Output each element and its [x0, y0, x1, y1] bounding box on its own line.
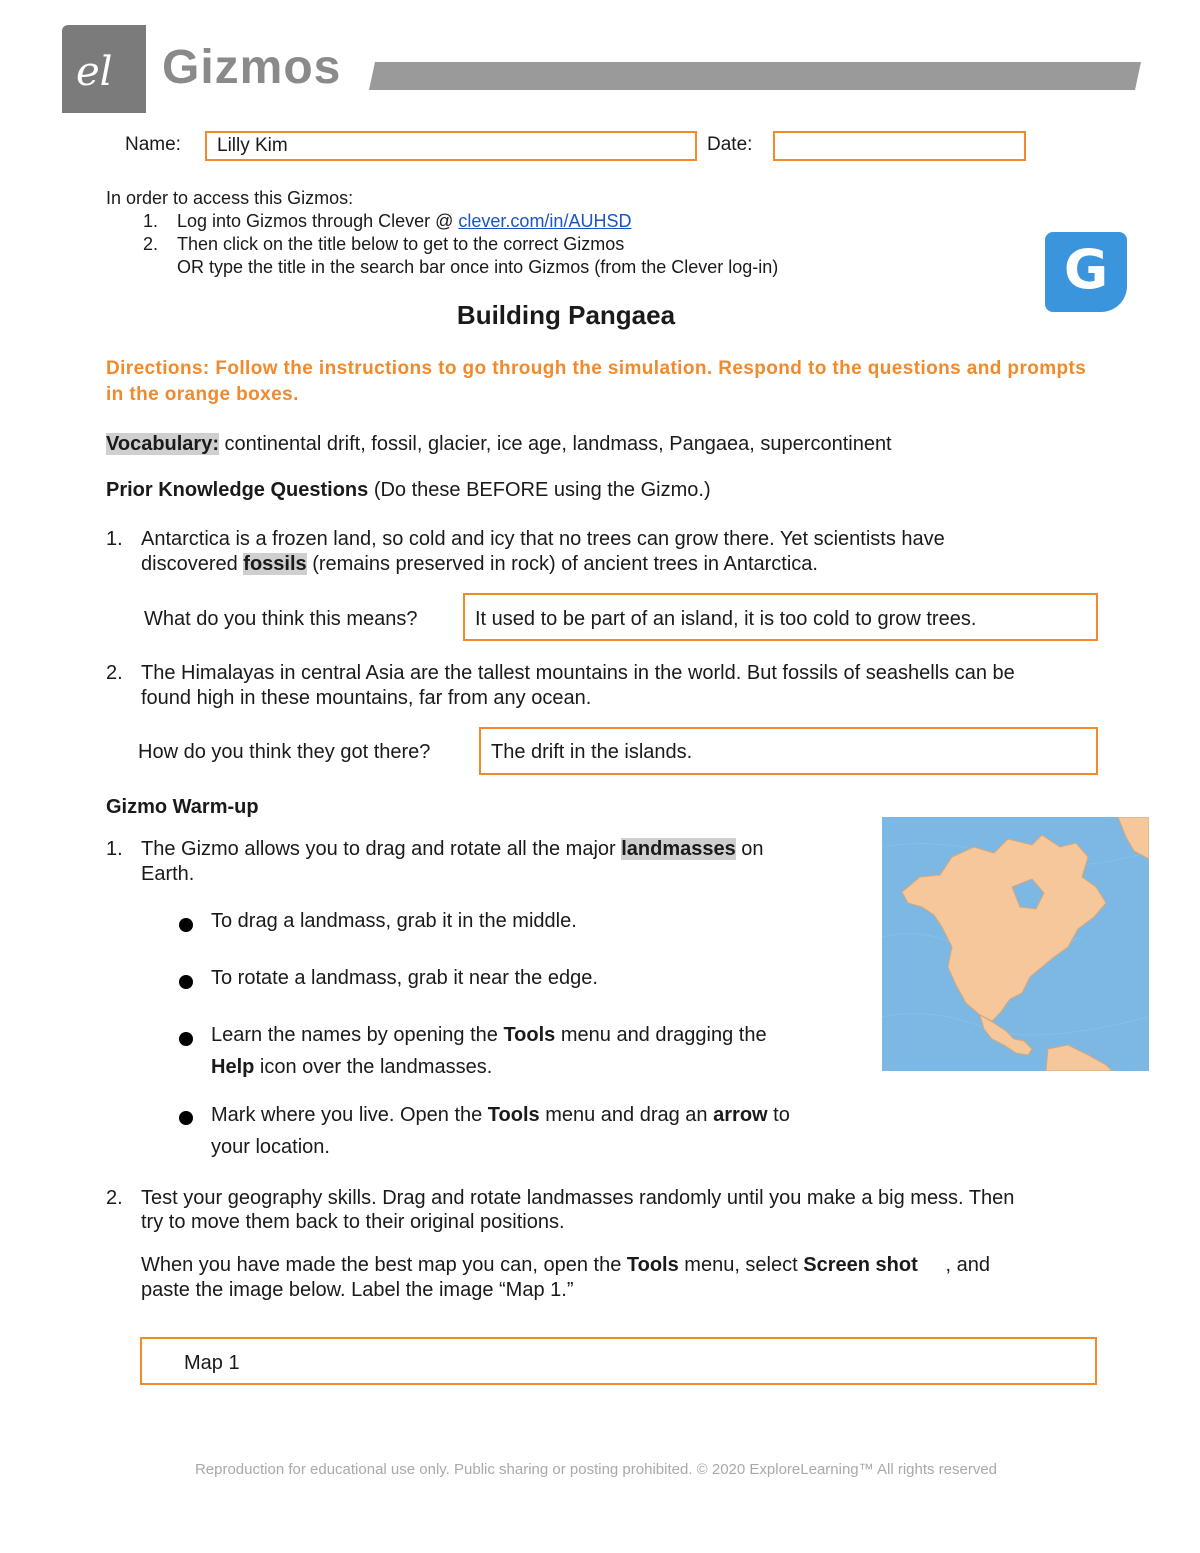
name-value: Lilly Kim — [217, 135, 288, 156]
bullet-4-line2: your location. — [211, 1136, 330, 1158]
bullet-4-mid: menu and drag an — [539, 1104, 714, 1126]
directions: Directions: Follow the instructions to go through the simulation. Respond to the questions and prompts in the orange boxes. — [106, 358, 1087, 405]
access-step2-text: Then click on the title below to get to the correct Gizmos — [177, 234, 625, 254]
warmup-q1-num: 1. — [106, 838, 123, 860]
bullet-2: To rotate a landmass, grab it near the edge. — [211, 967, 598, 989]
prior-q1-line2 — [141, 551, 1101, 577]
prior-q2-answer: The drift in the islands. — [491, 741, 693, 763]
prior-knowledge-heading — [106, 477, 711, 503]
access-step2-text2: OR type the title in the search bar once into Gizmos (from the Clever log-in) — [177, 257, 779, 277]
prior-q2-line1: The Himalayas in central Asia are the tallest mountains in the world. But fossils of seashells can be — [141, 662, 1015, 684]
bullet-4 — [211, 1099, 871, 1163]
prior-q1-line1: Antarctica is a frozen land, so cold and icy that no trees can grow there. Yet scientists have — [141, 528, 945, 550]
svg-text:el: el — [76, 49, 113, 95]
bullet-dot-1 — [179, 918, 193, 937]
warmup-q2-num: 2. — [106, 1187, 123, 1209]
bullet-3-help: Help — [211, 1056, 255, 1078]
warmup-q2-line1: Test your geography skills. Drag and rotate landmasses randomly until you make a big mess. Then — [141, 1187, 1015, 1209]
prior-q2-line2: found high in these mountains, far from any ocean. — [141, 687, 592, 709]
bullet-dot-2 — [179, 975, 193, 994]
north-america-map-image — [882, 817, 1149, 1071]
bullet-3 — [211, 1019, 851, 1083]
bullet-1: To drag a landmass, grab it in the middle. — [211, 910, 577, 932]
map1-answer: Map 1 — [184, 1352, 240, 1374]
prior-q1-answer: It used to be part of an island, it is too cold to grow trees. — [475, 608, 977, 630]
landmasses-term: landmasses — [621, 838, 736, 860]
warmup-heading: Gizmo Warm-up — [106, 796, 259, 818]
prior-q1-answer-box[interactable] — [463, 593, 1098, 641]
date-label: Date: — [707, 134, 753, 155]
brand-name: Gizmos — [162, 41, 342, 94]
name-label: Name: — [125, 134, 181, 155]
g-icon-letter: G — [1063, 238, 1109, 301]
header-bar — [369, 62, 1141, 90]
prior-heading-text: Prior Knowledge Questions — [106, 479, 369, 501]
warmup-q2-mid: menu, select — [678, 1254, 804, 1276]
map1-answer-box[interactable] — [140, 1337, 1097, 1385]
prior-q2-num: 2. — [106, 662, 123, 684]
access-step1-text: Log into Gizmos through Clever @ — [177, 211, 459, 231]
bullet-4-post: to — [767, 1104, 790, 1126]
prior-q1-prompt: What do you think this means? — [144, 608, 418, 630]
fossils-term: fossils — [243, 553, 307, 575]
prior-note: (Do these BEFORE using the Gizmo.) — [368, 479, 711, 501]
warmup-q2-para-line2: paste the image below. Label the image “Map 1.” — [141, 1279, 574, 1301]
date-field[interactable] — [773, 131, 1026, 161]
warmup-q2-para-pre: When you have made the best map you can, open the — [141, 1254, 627, 1276]
warmup-q2-screenshot: Screen shot — [803, 1254, 918, 1276]
bullet-3-mid: menu and dragging the — [555, 1024, 767, 1046]
vocabulary — [106, 431, 1106, 457]
prior-q2-prompt: How do you think they got there? — [138, 741, 431, 763]
footer-copyright: Reproduction for educational use only. Public sharing or posting prohibited. © 2020 ExploreLearning™ All rights reserved — [194, 1461, 998, 1478]
bullet-dot-4 — [179, 1111, 193, 1130]
bullet-dot-3 — [179, 1032, 193, 1051]
prior-q1-line2-pre: discovered — [141, 553, 244, 575]
warmup-q2-tools: Tools — [626, 1254, 679, 1276]
bullet-4-arrow: arrow — [713, 1104, 768, 1126]
bullet-4-pre: Mark where you live. Open the — [211, 1104, 488, 1126]
warmup-q2-line2: try to move them back to their original positions. — [141, 1211, 565, 1233]
prior-q1-line2-post: (remains preserved in rock) of ancient trees in Antarctica. — [306, 553, 818, 575]
warmup-q1-line2: Earth. — [141, 863, 195, 885]
vocabulary-terms: continental drift, fossil, glacier, ice age, landmass, Pangaea, supercontinent — [219, 433, 892, 455]
vocabulary-label: Vocabulary: — [106, 433, 219, 455]
prior-q2-answer-box[interactable] — [479, 727, 1098, 775]
warmup-q1-line1-pre: The Gizmo allows you to drag and rotate all the major — [141, 838, 622, 860]
clever-link[interactable]: clever.com/in/AUHSD — [458, 211, 632, 231]
page-title: Building Pangaea — [456, 300, 676, 330]
warmup-q2-post: , and — [917, 1254, 990, 1276]
bullet-3-post: icon over the landmasses. — [254, 1056, 493, 1078]
bullet-3-tools: Tools — [503, 1024, 556, 1046]
warmup-q2-para — [141, 1252, 1101, 1278]
access-step1 — [177, 209, 631, 233]
el-logo-icon — [62, 25, 146, 113]
name-field[interactable] — [205, 131, 697, 161]
warmup-q1-line1-post: on — [735, 838, 764, 860]
access-step1-num: 1. — [143, 211, 159, 231]
explorelearning-logo — [62, 25, 146, 113]
warmup-q1-line1 — [141, 836, 861, 862]
bullet-3-pre: Learn the names by opening the — [211, 1024, 504, 1046]
bullet-4-tools: Tools — [487, 1104, 540, 1126]
access-intro: In order to access this Gizmos: — [106, 188, 354, 208]
access-step2-num: 2. — [143, 234, 159, 254]
prior-q1-num: 1. — [106, 528, 123, 550]
